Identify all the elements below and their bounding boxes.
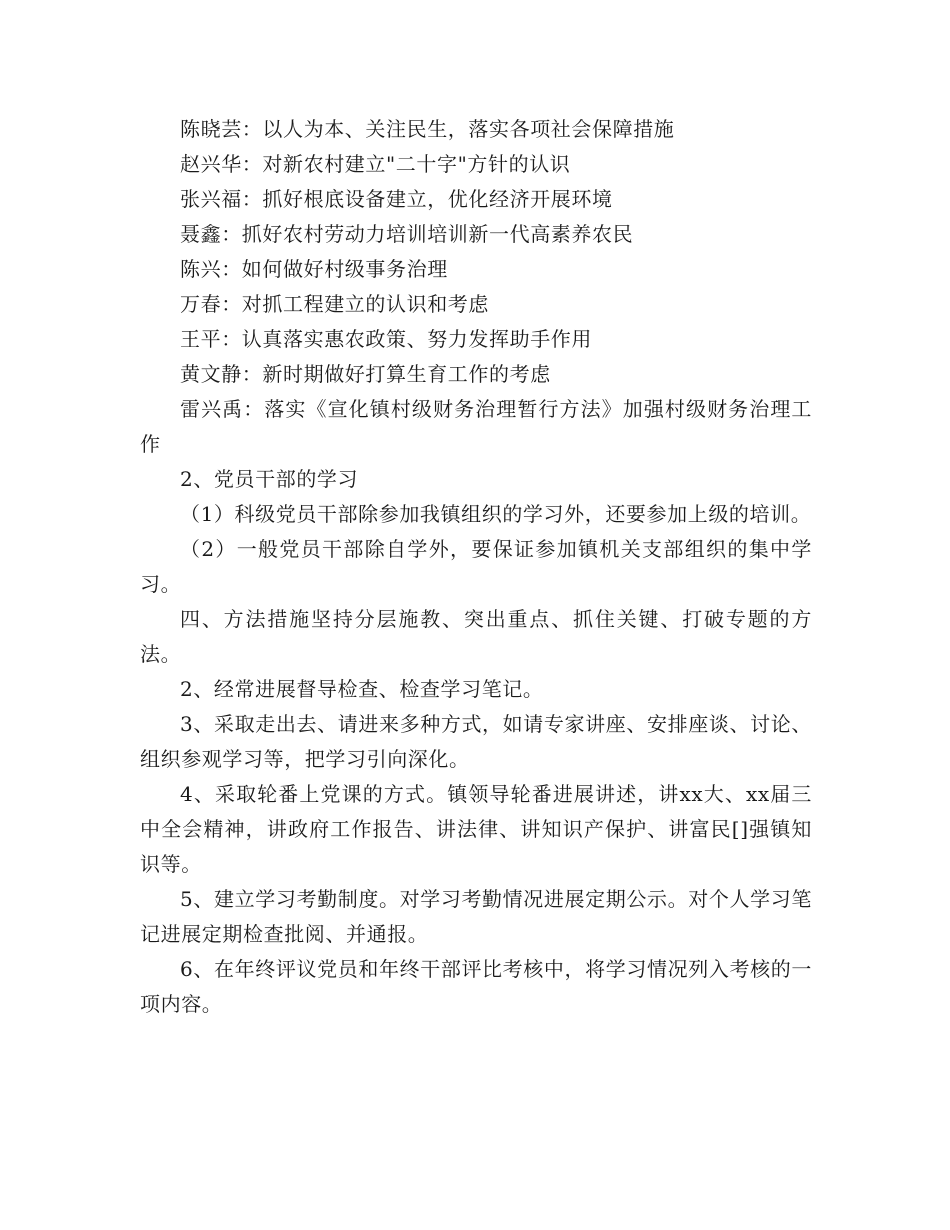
- paragraph-lei-xingyu: 雷兴禹：落实《宣化镇村级财务治理暂行方法》加强村级财务治理工作: [140, 397, 812, 456]
- paragraph-wang-ping: 王平：认真落实惠农政策、努力发挥助手作用: [180, 327, 592, 351]
- paragraph-zhang-xingfu: 张兴福：抓好根底设备建立，优化经济开展环境: [180, 187, 613, 211]
- paragraph-zhao-xinghua: 赵兴华：对新农村建立"二十字"方针的认识: [180, 152, 571, 176]
- paragraph-item-2: （2）一般党员干部除自学外，要保证参加镇机关支部组织的集中学习。: [140, 537, 812, 596]
- paragraph-wan-chun: 万春：对抓工程建立的认识和考虑: [180, 292, 489, 316]
- paragraph-huang-wenjing: 黄文静：新时期做好打算生育工作的考虑: [180, 362, 551, 386]
- paragraph-method-4: 4、采取轮番上党课的方式。镇领导轮番进展讲述，讲xx大、xx届三中全会精神，讲政府工作报告、讲法律、讲知识产保护、讲富民[]强镇知识等。: [140, 782, 812, 876]
- paragraph-item-1: （1）科级党员干部除参加我镇组织的学习外，还要参加上级的培训。: [180, 502, 812, 526]
- paragraph-method-5: 5、建立学习考勤制度。对学习考勤情况进展定期公示。对个人学习笔记进展定期检查批阅、并通报。: [140, 887, 812, 946]
- paragraph-method-3: 3、采取走出去、请进来多种方式，如请专家讲座、安排座谈、讨论、组织参观学习等，把学习引向深化。: [140, 712, 812, 771]
- section-heading-methods: 四、方法措施坚持分层施教、突出重点、抓住关键、打破专题的方法。: [140, 607, 812, 666]
- paragraph-method-6: 6、在年终评议党员和年终干部评比考核中，将学习情况列入考核的一项内容。: [140, 957, 812, 1016]
- paragraph-nie-xin: 聂鑫：抓好农村劳动力培训培训新一代高素养农民: [180, 222, 634, 246]
- document-body: [140, 112, 812, 1022]
- paragraph-chen-xiaoyun: 陈晓芸：以人为本、关注民生，落实各项社会保障措施: [180, 117, 675, 141]
- paragraph-chen-xing: 陈兴：如何做好村级事务治理: [180, 257, 448, 281]
- section-heading-cadre-study: 2、党员干部的学习: [180, 467, 359, 491]
- paragraph-method-2: 2、经常进展督导检查、检查学习笔记。: [180, 677, 544, 701]
